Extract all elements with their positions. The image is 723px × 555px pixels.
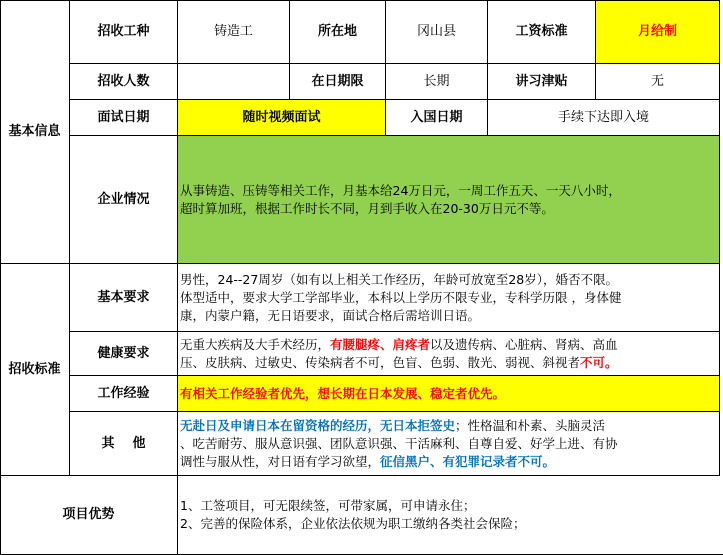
- company-description: [178, 136, 720, 264]
- other-line-2: 、吃苦耐劳、服从意识强、团队意识强、干活麻利、自尊自爱、好学上进、有协: [180, 435, 618, 451]
- duration-value: 长期: [386, 64, 488, 100]
- advantage-line-1: 1、工签项目，可无限续签，可带家属，可申请永住；: [180, 498, 476, 513]
- allowance-value: 无: [596, 64, 720, 100]
- company-line-1: 从事铸造、压铸等相关工作，月基本给24万日元，一周工作五天、一天八小时，: [180, 182, 621, 198]
- experience-label: 工作经验: [70, 376, 178, 412]
- job-type-value: 铸造工: [178, 0, 290, 64]
- location-label: 所在地: [290, 0, 386, 64]
- health-label: 健康要求: [70, 332, 178, 376]
- basic-req-label: 基本要求: [70, 264, 178, 332]
- advantage-label: 项目优势: [0, 476, 178, 555]
- allowance-label: 讲习津贴: [488, 64, 596, 100]
- basic-req-line-1: 男性，24--27周岁（如有以上相关工作经历，年龄可放宽至28岁），婚否不限。: [180, 271, 618, 287]
- health-line-2: 压、皮肤病、过敏史、传染病者不可，色盲、色弱、散光、弱视、斜视者不可。: [180, 354, 618, 370]
- headcount-label: 招收人数: [70, 64, 178, 100]
- other-label: 其 他: [70, 412, 178, 476]
- experience-text: 有相关工作经验者优先，想长期在日本发展、稳定者优先。: [178, 376, 720, 412]
- advantage-line-2: 2、完善的保险体系，企业依法依规为职工缴纳各类社会保险；: [180, 516, 526, 531]
- entry-label: 入国日期: [386, 100, 488, 136]
- company-label: 企业情况: [70, 136, 178, 264]
- interview-label: 面试日期: [70, 100, 178, 136]
- job-type-label: 招收工种: [70, 0, 178, 64]
- salary-label: 工资标准: [488, 0, 596, 64]
- interview-value: 随时视频面试: [178, 100, 386, 136]
- health-text: [178, 332, 720, 376]
- company-line-2: 超时算加班，根据工作时长不同，月到手收入在20-30万日元不等。: [180, 200, 554, 216]
- other-line-3: 调性与服从性，对日语有学习欲望，征信黑户、有犯罪记录者不可。: [180, 453, 556, 469]
- headcount-value: [178, 64, 290, 100]
- basic-req-line-2: 体型适中，要求大学工学部毕业，本科以上学历不限专业，专科学历限 ，身体健: [180, 289, 622, 305]
- left-border: [0, 0, 1, 555]
- other-line-1: 无赴日及申请日本在留资格的经历，无日本拒签史；性格温和朴素、头脑灵活: [180, 417, 606, 433]
- advantage-text: [178, 476, 723, 555]
- health-line-1: 无重大疾病及大手术经历，有腰腿疼、肩疼者以及遗传病、心脏病、肾病、高血: [180, 336, 618, 352]
- section-criteria: 招收标准: [0, 264, 70, 476]
- basic-req-text: [178, 264, 720, 332]
- other-text: [178, 412, 720, 476]
- salary-value: 月给制: [596, 0, 720, 64]
- location-value: 冈山县: [386, 0, 488, 64]
- basic-req-line-3: 康，内蒙户籍，无日语要求，面试合格后需培训日语。: [180, 307, 481, 323]
- section-basic-info: 基本信息: [0, 0, 70, 264]
- duration-label: 在日期限: [290, 64, 386, 100]
- entry-value: 手续下达即入境: [488, 100, 720, 136]
